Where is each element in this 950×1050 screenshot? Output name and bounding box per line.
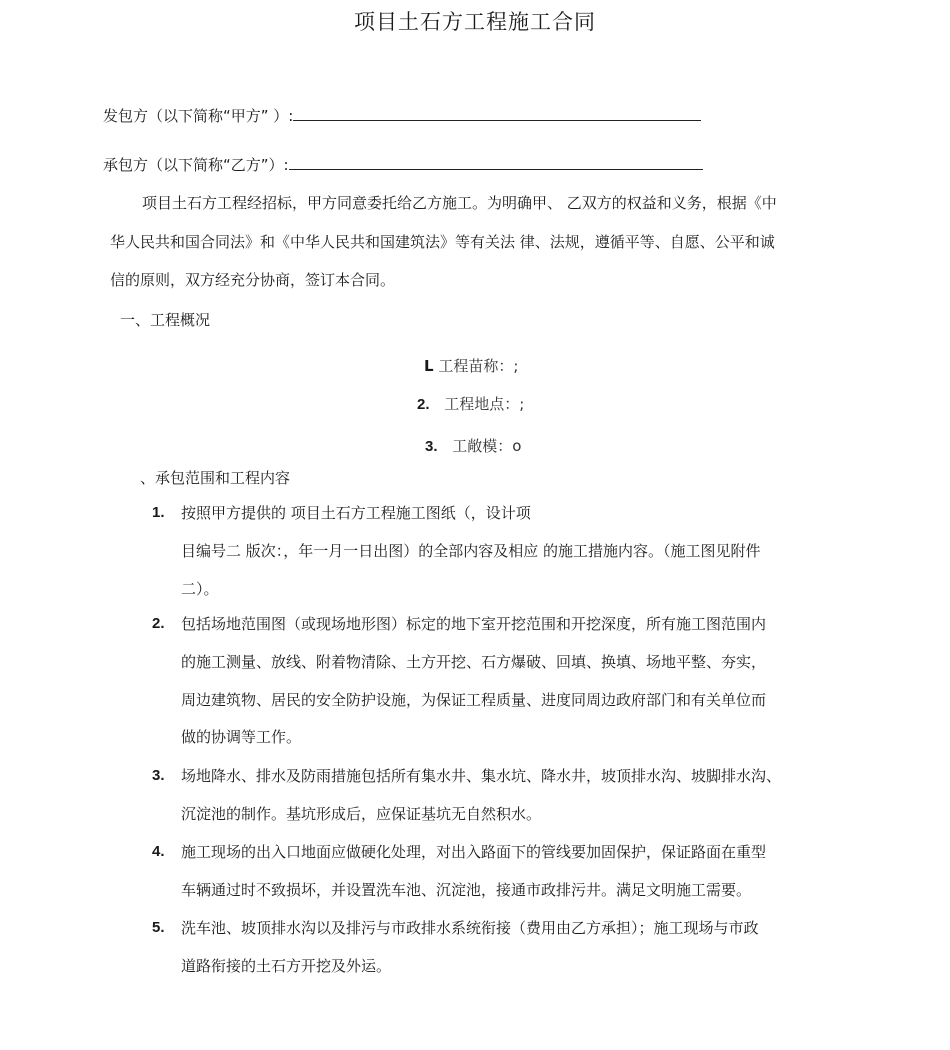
document-title: 项目土石方工程施工合同	[354, 10, 596, 34]
item-line: 目编号二 版次：，年一月一日出图）的全部内容及相应 的施工措施内容。（施工图见附件	[181, 541, 761, 560]
item-line: 施工现场的出入口地面应做硬化处理，对出入路面下的管线要加固保护，保证路面在重型	[181, 843, 767, 861]
item-line: 包括场地范围图（或现场地形图）标定的地下室开挖范围和开挖深度，所有施工图范围内	[181, 615, 767, 633]
item-number: 4.	[152, 843, 165, 860]
overview-item-scale	[425, 435, 521, 456]
item-line: 做的协调等工作。	[181, 728, 302, 747]
section-heading-scope: 、承包范围和工程内容	[140, 469, 291, 487]
party-b-label: 承包方（以下简称“乙方”）:	[103, 156, 289, 174]
party-a-blank	[293, 119, 701, 121]
party-b-line	[103, 154, 703, 175]
item-number: 5.	[152, 919, 165, 936]
item-line: 洗车池、坡顶排水沟以及排污与市政排水系统衔接（费用由乙方承担）；施工现场与市政	[181, 919, 759, 937]
section-heading-overview: 一、工程概况	[120, 311, 211, 329]
overview-item-name	[424, 355, 518, 376]
overview-item-location	[417, 393, 524, 414]
party-a-line	[103, 105, 701, 126]
intro-line-2: 华人民共和国合同法》和《中华人民共和国建筑法》等有关法 律、法规，遵循平等、自愿、公平和诚	[110, 232, 775, 251]
overview-label: 工敞模：o	[452, 437, 522, 455]
overview-num: 2.	[417, 396, 430, 413]
overview-label: 工程地点：;	[444, 395, 525, 413]
overview-num: 3.	[425, 438, 438, 455]
party-b-blank	[289, 168, 703, 170]
item-line: 周边建筑物、居民的安全防护设施，为保证工程质量、进度同周边政府部门和有关单位而	[181, 690, 767, 709]
item-number: 1.	[152, 504, 165, 521]
intro-line-3: 信的原则，双方经充分协商，签订本合同。	[110, 271, 396, 289]
item-line: 沉淀池的制作。基坑形成后，应保证基坑无自然积水。	[181, 804, 542, 823]
item-line: 场地降水、排水及防雨措施包括所有集水井、集水坑、降水井，坡顶排水沟、坡脚排水沟、	[181, 767, 782, 785]
item-line: 按照甲方提供的 项目土石方工程施工图纸（，设计项	[181, 504, 531, 522]
item-line: 车辆通过时不致损坏，并设置洗车池、沉淀池，接通市政排污井。满足文明施工需要。	[181, 880, 752, 899]
item-line: 二）。	[181, 579, 219, 598]
item-line: 道路衔接的土石方开挖及外运。	[181, 956, 392, 975]
intro-line-1: 项目土石方工程经招标，甲方同意委托给乙方施工。为明确甲、 乙双方的权益和义务，根据《中	[142, 194, 777, 212]
item-number: 2.	[152, 615, 165, 632]
item-number: 3.	[152, 767, 165, 784]
item-line: 的施工测量、放线、附着物清除、土方开挖、石方爆破、回填、换填、场地平整、夯实，	[181, 652, 767, 671]
party-a-label: 发包方（以下简称“甲方” ）:	[103, 107, 294, 125]
overview-num: L	[424, 357, 434, 375]
overview-label: 工程苗称：;	[438, 357, 519, 375]
intro-paragraph	[110, 184, 855, 300]
